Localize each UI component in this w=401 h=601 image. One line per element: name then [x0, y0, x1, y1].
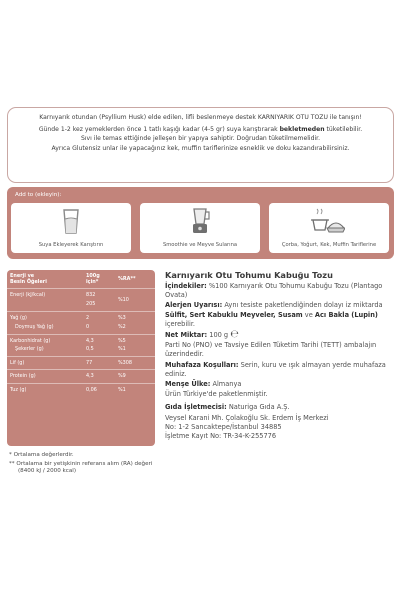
intro-gel-note: Sıvı ile temas ettiğinde jelleşen bir yapıya sahiptir. Doğrudan tüketilmemelidir.	[80, 135, 321, 143]
company	[165, 403, 397, 412]
table-row	[7, 289, 155, 312]
address-line-1: Veysel Karani Mh. Çolakoğlu Sk. Erdem İş Merkezi	[165, 413, 329, 422]
company-name: Naturiga Gıda A.Ş.	[228, 403, 290, 412]
header-nutrients-1: Enerji ve	[10, 273, 35, 279]
row-ra: %10	[118, 296, 129, 303]
allergen-warning	[165, 301, 397, 329]
ingredients-label: İçindekiler:	[165, 282, 207, 290]
table-row	[7, 312, 155, 335]
intro-usage-text: Günde 1-2 kez yemeklerden önce 1 tatlı kaşığı kadar (4-5 gr) suya karıştırarak	[38, 126, 278, 134]
row-value: 2	[86, 315, 90, 321]
row-label: Enerji (kJ/kcal)	[10, 292, 46, 299]
usage-label-recipes: Çorba, Yoğurt, Kek, Muffin Tariflerine	[281, 242, 377, 248]
row-value: 4,3	[83, 370, 115, 383]
registration-number: İşletme Kayıt No: TR-34-K-255776	[165, 432, 277, 441]
origin-value: Almanya	[212, 380, 242, 389]
soup-pot-icon	[311, 206, 345, 236]
row-value: 205	[86, 301, 96, 308]
row-label: Tuz (g)	[7, 383, 83, 396]
allergen-end: içerebilir.	[165, 319, 196, 328]
nutrition-table	[7, 270, 155, 446]
intro-recipe-note: Ayrıca Glutensiz unlar ile yapacağınız kek, muffin tariflerinize esneklik ve doku kazandırabilirsiniz.	[51, 144, 350, 152]
row-value: 77	[83, 357, 115, 370]
row-value: 0,5	[86, 346, 94, 353]
table-row	[7, 370, 155, 383]
allergen-text: Aynı tesiste paketlendiğinden dolayı iz miktarda	[224, 301, 383, 310]
ingredients-text: %100 Karnıyarık Otu Tohumu Kabuğu Tozu (Plantago Ovata)	[165, 282, 383, 300]
nutrition-header	[7, 270, 155, 289]
row-value: 832	[86, 292, 96, 299]
header-per-100g-1: 100g	[86, 273, 100, 279]
estimated-sign-icon: ℮	[230, 329, 239, 341]
allergen-conj: ve	[304, 310, 313, 319]
net-label: Net Miktar:	[165, 331, 208, 340]
header-nutrients-2: Besin Öğeleri	[10, 279, 47, 286]
usage-label-water: Suya Ekleyerek Karıştırın	[38, 242, 104, 248]
intro-headline: Karnıyarık otundan (Psyllium Husk) elde edilen, lifli beslenmeye destek KARNIYARIK OTU TOZU ile tanışın!	[39, 114, 362, 121]
intro-usage-end: tüketilebilir.	[326, 126, 363, 134]
footnote-reference-intake: ** Ortalama bir yetişkinin referans alım (RA) değeri (8400 kJ / 2000 kcal)	[9, 460, 153, 475]
row-sublabel: Doymuş Yağ (g)	[15, 323, 54, 330]
intro-usage-bold: bekletmeden	[279, 126, 325, 134]
usage-band	[7, 187, 394, 259]
net-quantity	[165, 330, 397, 340]
origin	[165, 380, 397, 389]
table-row	[7, 357, 155, 370]
row-value: 0	[86, 323, 90, 330]
footnote-average: * Ortalama değerlerdir.	[9, 452, 74, 458]
footnotes	[9, 452, 159, 477]
storage	[165, 361, 397, 379]
table-row	[7, 383, 155, 396]
usage-tile-water	[11, 203, 131, 253]
row-value: 0,06	[83, 383, 115, 396]
row-label: Lif (g)	[7, 357, 83, 370]
packed-in: Ürün Türkiye'de paketlenmiştir.	[165, 390, 268, 399]
row-ra: %9	[115, 370, 155, 383]
usage-tile-recipes	[269, 203, 389, 253]
origin-label: Menşe Ülke:	[165, 380, 211, 389]
row-label: Karbonhidrat (g)	[10, 337, 51, 344]
row-label: Protein (g)	[7, 370, 83, 383]
usage-tile-smoothie	[140, 203, 260, 253]
company-label: Gıda İşletmecisi:	[165, 403, 227, 412]
row-ra: %1	[118, 346, 126, 353]
row-ra: %1	[115, 383, 155, 396]
address-line-2: No: 1-2 Sancaktepe/İstanbul 34885	[165, 422, 282, 431]
net-value: 100 g	[209, 331, 229, 340]
storage-label: Muhafaza Koşulları:	[165, 360, 239, 369]
water-glass-icon	[55, 206, 87, 236]
header-ra: %RA**	[118, 276, 136, 283]
ingredients	[165, 282, 397, 300]
storage-text: Serin, kuru ve ışık almayan yerde muhafaza ediniz.	[165, 360, 386, 378]
allergen-items: Sülfit, Sert Kabuklu Meyveler, Susam	[165, 310, 303, 319]
header-per-100g-2: için*	[86, 279, 99, 286]
row-ra: %3	[118, 315, 126, 321]
row-ra: %2	[118, 323, 126, 330]
row-ra: %5	[118, 337, 126, 344]
row-sublabel: Şekerler (g)	[15, 346, 44, 353]
table-row	[7, 334, 155, 357]
product-title: Karnıyarık Otu Tohumu Kabuğu Tozu	[165, 270, 333, 280]
usage-label-smoothie: Smoothie ve Meyve Sularına	[162, 242, 238, 248]
allergen-lupin: Acı Bakla (Lupin)	[314, 310, 378, 319]
usage-title: Add to (ekleyin):	[15, 192, 62, 198]
lot-info: Parti No (PNO) ve Tavsiye Edilen Tüketim Tarihi (TETT) ambalajın üzerindedir.	[165, 341, 377, 359]
blender-icon	[184, 206, 216, 236]
intro-usage	[14, 125, 387, 134]
intro-box	[7, 107, 394, 183]
product-info	[165, 270, 397, 441]
allergen-label: Alerjen Uyarısı:	[165, 301, 223, 310]
row-label: Yağ (g)	[10, 315, 27, 321]
row-ra: %308	[115, 357, 155, 370]
row-value: 4,3	[86, 337, 94, 344]
